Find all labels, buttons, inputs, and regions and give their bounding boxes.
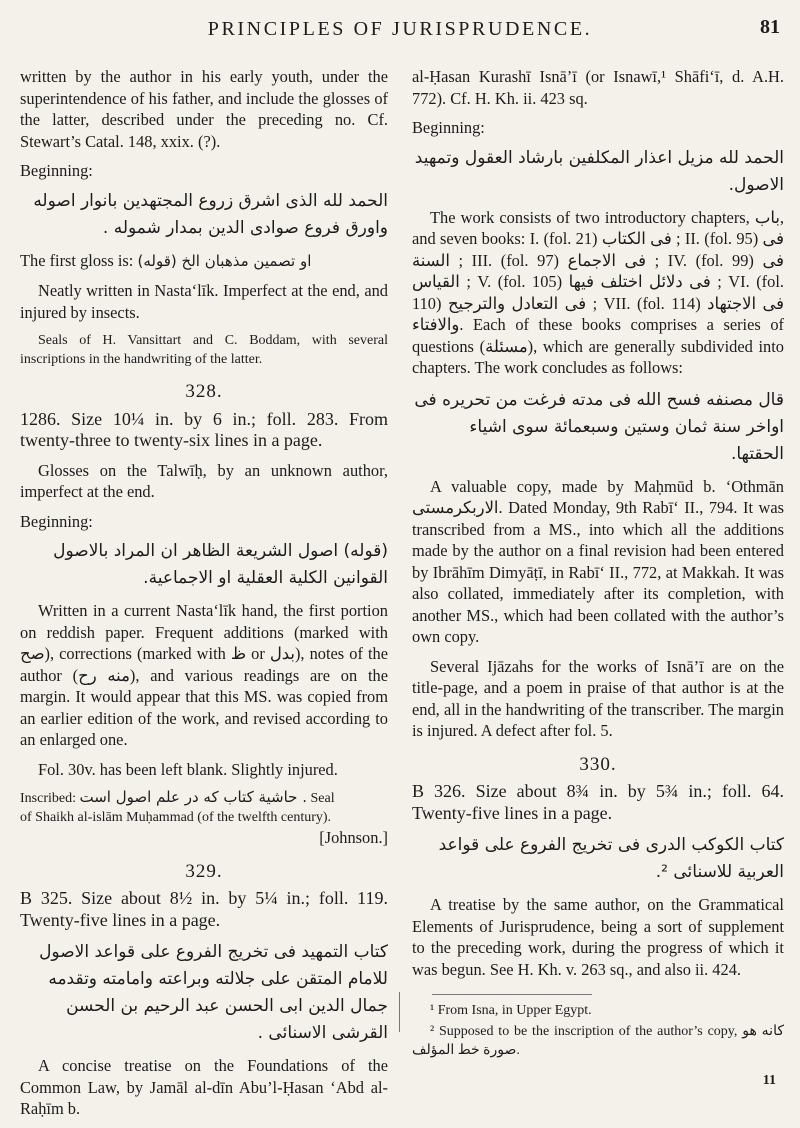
collection-name: [Johnson.] [319, 828, 388, 847]
running-title: PRINCIPLES OF JURISPRUDENCE. [207, 18, 593, 40]
beginning-line [20, 511, 388, 533]
inscription-arabic: حاشية كتاب كه در علم اصول است . [79, 788, 307, 806]
shelf-description: B 325. Size about 8½ in. by 5¼ in.; foll. 119. Twenty-five lines in a page. [20, 888, 388, 930]
paragraph: The work consists of two introductory chapters, باب, and seven books: I. (fol. 21) فى الكتاب ; II. (fol. 95) فى السنة ; III. (fol. 97) فى الاجماع ; IV. (fol. 99) فى القياس ; V. (fol. 105) فى دلائل اختلف فيها ; VI. (fol. 110) فى التعادل والترجيح ; VII. (fol. 114) فى الاجتهاد والافتاء. Each of these books comprises a series of questions (مسئلة), which are generally subdivided into chapters. The work concludes as follows: [412, 207, 785, 377]
entry-number: 329. [185, 860, 223, 882]
signature-mark: 11 [762, 1073, 776, 1088]
beginning-label: Beginning: [20, 511, 93, 531]
shelf-description: B 326. Size about 8¾ in. by 5¾ in.; foll. 64. Twenty-five lines in a page. [412, 781, 784, 823]
arabic-title: كتاب التمهيد فى تخريج الفروع على قواعد الاصول للامام المتقن على جلالته وبراعته وامامته وتقدمه جمال الدين ابى الحسن عبد الرحيم بن الحسن القرشى الاسنائى . [39, 942, 388, 1043]
paragraph: Glosses on the Talwīḥ, by an unknown author, imperfect at the end. [20, 460, 388, 501]
beginning-label: Beginning: [412, 118, 485, 137]
footnote: ¹ From Isna, in Upper Egypt. [430, 1003, 592, 1018]
entry-number: 330. [579, 753, 617, 775]
footnote-rule [432, 994, 592, 995]
seal-label: Seal [310, 791, 335, 806]
shelf-description: 1286. Size 10¼ in. by 6 in.; foll. 283. From twenty-three to twenty-six lines in a page. [20, 408, 388, 450]
page-number: 81 [760, 16, 780, 38]
arabic-incipit: (قوله) اصول الشريعة الظاهر ان المراد بالاصول القوانين الكلية العقلية او الاجماعية. [53, 541, 388, 588]
first-gloss-line [20, 250, 388, 273]
paragraph: Several Ijāzahs for the works of Isnā’ī are on the title-page, and a poem in praise of that author is at the end, all in the handwriting of the transcriber. The margin is injured. A defect after fol. 5. [412, 656, 784, 740]
left-column [20, 66, 388, 1128]
beginning-line [20, 160, 388, 182]
right-column [412, 66, 784, 1092]
page-header [0, 12, 800, 46]
seal-note: of Shaikh al-islām Muḥammad (of the twelfth century). [20, 810, 332, 825]
seals-note: Seals of H. Vansittart and C. Boddam, with several inscriptions in the handwriting of the latter. [20, 333, 388, 367]
paragraph: al-Ḥasan Kurashī Isnā’ī (or Isnawī,¹ Shāfi‘ī, d. A.H. 772). Cf. H. Kh. ii. 423 sq. [412, 67, 784, 108]
paragraph: A valuable copy, made by Maḥmūd b. ‘Othmān الاربكرمستى. Dated Monday, 9th Rabī‘ II., 794. It was transcribed from a MS., into which all the additions made by the author on a final revision had been entered by Ibrāhīm Dimyāṭī, in Rabī‘ II., 772, at Makkah. It was also collated, immediately after its completion, with another MS., which had been collated with the author’s own copy. [412, 476, 784, 646]
first-gloss-label: The first gloss is: [20, 250, 134, 270]
arabic-incipit: الحمد لله مزيل اعذار المكلفين بارشاد العقول وتمهيد الاصول. [414, 147, 784, 195]
paragraph: Neatly written in Nasta‘līk. Imperfect at the end, and injured by insects. [20, 281, 388, 322]
beginning-label: Beginning: [20, 161, 93, 180]
paragraph: A treatise by the same author, on the Grammatical Elements of Jurisprudence, being a sort of supplement to the preceding work, during the progress of which it was begun. See H. Kh. v. 263 sq., and also ii. 424. [412, 895, 784, 979]
arabic-title: كتاب الكوكب الدرى فى تخريج الفروع على قواعد العربية للاسنائى ². [438, 835, 784, 882]
column-rule [399, 992, 400, 1032]
paragraph: A concise treatise on the Foundations of the Common Law, by Jamāl al-dīn Abu’l-Ḥasan ‘Abd al-Raḥīm b. [20, 1056, 388, 1118]
paragraph: written by the author in his early youth, under the superintendence of his father, and include the glosses of the latter, described under the preceding no. Cf. Stewart’s Catal. 148, xxix. (?). [20, 67, 388, 151]
inscription-line [20, 788, 388, 808]
beginning-line [412, 117, 784, 139]
arabic-colophon: قال مصنفه فسح الله فى مدته فرغت من تحريره فى اواخر سنة ثمان وستين وسبعمائة سوى اشياء الحقتها. [414, 389, 784, 464]
paragraph: Written in a current Nasta‘līk hand, the first portion on reddish paper. Frequent additions (marked with صح), corrections (marked with ظ or بدل), notes of the author (منه رح), and various readings are on the margin. It would appear that this MS. was copied from an earlier edition of the work, and revised according to an enlarged one. [20, 601, 388, 749]
footnote: ² Supposed to be the inscription of the author’s copy, كانه هو صورة خط المؤلف. [412, 1024, 784, 1058]
inscribed-label: Inscribed: [20, 791, 76, 806]
first-gloss-arabic: (قوله) او تصمين مذهبان الخ [137, 251, 312, 270]
paragraph: Fol. 30v. has been left blank. Slightly injured. [38, 759, 338, 779]
entry-number: 328. [185, 381, 223, 402]
arabic-incipit: الحمد لله الذى اشرق زروع المجتهدين بانوار اصوله واورق فروع صوادى الدين بمدار شموله . [33, 190, 388, 238]
